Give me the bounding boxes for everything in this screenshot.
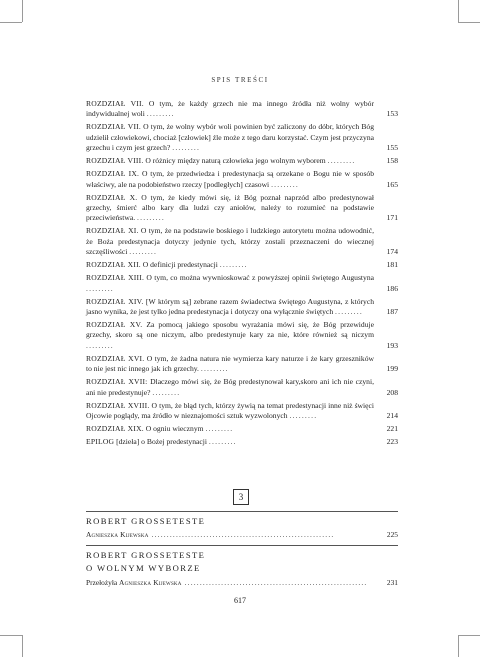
toc-entry — [86, 193, 398, 224]
toc-entry-text — [86, 320, 380, 351]
translator-prefix: Przełożyła — [86, 578, 120, 587]
toc-entry-text — [86, 169, 380, 190]
page-number: 214 — [386, 411, 398, 421]
toc-entry — [86, 260, 398, 270]
author-name: Agnieszka Kijewska — [86, 530, 149, 539]
page-number: 199 — [386, 364, 398, 374]
crop-mark — [458, 0, 459, 22]
toc-entry-text — [86, 424, 380, 434]
chapter-title: Za pomocą jakiego sposobu wyrażania mówi się, że Bóg przewiduje grzechy, skoro są one niczym, albo predestynuje kary za nie, które również są niczym — [86, 320, 374, 340]
divider — [86, 511, 398, 512]
leader-dots: ......... — [208, 437, 237, 447]
toc-entry-text — [86, 156, 380, 166]
page-number: 155 — [386, 143, 398, 153]
divider — [86, 545, 398, 546]
toc-entry-text — [86, 354, 380, 375]
toc-entry — [86, 401, 398, 422]
crop-mark — [0, 22, 22, 23]
toc-entry — [86, 297, 398, 318]
chapter-label: ROZDZIAŁ X. — [86, 192, 138, 202]
toc-entry — [86, 424, 398, 434]
page-number: 158 — [386, 156, 398, 166]
toc-entry — [86, 354, 398, 375]
section-number-box: 3 — [233, 489, 249, 505]
toc-entry-text — [86, 226, 380, 257]
toc-entry — [86, 437, 398, 447]
leader-dots: ......... — [129, 247, 158, 257]
page-number: 165 — [386, 179, 398, 189]
chapter-title: [dzieła] o Bożej predestynacji — [114, 437, 209, 447]
work-author: ROBERT GROSSETESTE — [86, 550, 206, 560]
page-number: 231 — [386, 578, 398, 587]
chapter-title: O tym, że błąd tych, którzy żywią na temat predestynacji inne niż święci Ojcowie poglądy, ma źródło w nieznajomości sztuk wyzwolonych — [86, 400, 375, 421]
leader-dots: ......... — [219, 260, 248, 270]
page-number: 208 — [386, 387, 398, 397]
leader-dots: ......... — [86, 340, 114, 350]
page-number: 186 — [386, 283, 398, 293]
chapter-label: ROZDZIAŁ XII. — [86, 260, 141, 270]
toc-entry — [86, 226, 398, 257]
translator-name: Agnieszka Kijewska — [119, 578, 182, 587]
toc-entry-text — [86, 193, 380, 224]
leader-dots: ............................................................ — [148, 530, 335, 539]
toc-entry — [86, 320, 398, 351]
author-entry — [86, 530, 398, 539]
table-of-contents — [86, 99, 398, 450]
leader-dots: ......... — [271, 179, 299, 189]
leader-dots: ......... — [137, 213, 165, 223]
chapter-title: O tym, że kiedy mówi się, iż Bóg poznał naprzód albo predestynował grzechy, śmierć albo kary dla ludzi czy aniołów, należy to rozumieć na podstawie przeciwieństwa. — [86, 192, 374, 223]
toc-entry-text — [86, 297, 380, 318]
chapter-label: ROZDZIAŁ XVI. — [86, 353, 145, 363]
toc-entry-text — [86, 273, 380, 294]
toc-entry-text — [86, 122, 380, 153]
page-number: 193 — [386, 340, 398, 350]
chapter-title: O tym, że wolny wybór woli powinien być zaliczony do dóbr, których Bóg udzielił człowiekowi, chociaż [człowiek] źle może z tego daru korzystać. Czym jest przyczyna grzechu i czym jest grzech? — [86, 122, 375, 153]
toc-entry — [86, 169, 398, 190]
page-number: 174 — [386, 247, 398, 257]
translator-entry — [86, 578, 398, 587]
chapter-title: O tym, że na podstawie boskiego i ludzkiego autorytetu można udowodnić, że Boża predestynacja dotyczy jedynie tych, którzy zostali przeznaczeni do wiecznej szczęśliwości — [86, 226, 375, 257]
crop-mark — [458, 635, 480, 636]
chapter-title: Dlaczego mówi się, że Bóg predestynował kary,skoro ani ich nie czyni, ani nie predestynuje? — [86, 377, 374, 397]
chapter-title: [W którym są] zebrane razem świadectwa świętego Augustyna, z których jasno wynika, że jest tylko jedna predestynacja i dotyczy ona wyłącznie świętych — [86, 296, 374, 317]
chapter-title: O tym, że przedwiedza i predestynacja są orzekane o Bogu nie w sposób właściwy, ale na podobieństwo rzeczy [podległych] czasowi — [86, 169, 375, 189]
chapter-title: O różnicy między naturą człowieka jego wolnym wyborem — [143, 156, 328, 166]
page-number: 221 — [386, 424, 398, 434]
chapter-label: ROZDZIAŁ VII. — [86, 99, 144, 108]
leader-dots: ......... — [327, 156, 356, 166]
page-number: 187 — [386, 307, 398, 317]
crop-mark — [22, 0, 23, 22]
chapter-label: ROZDZIAŁ VII. — [86, 122, 142, 132]
toc-entry — [86, 122, 398, 153]
chapter-title: O tym, że każdy grzech nie ma innego źródła niż wolny wybór indywidualnej woli — [86, 99, 375, 119]
toc-entry — [86, 99, 398, 120]
leader-dots: ......... — [335, 307, 363, 317]
page-number: 223 — [386, 437, 398, 447]
toc-entry-text — [86, 377, 380, 398]
chapter-title: O tym, co można wywnioskować z powyższej opinii świętego Augustyna — [144, 273, 374, 283]
chapter-label: ROZDZIAŁ VIII. — [86, 156, 144, 166]
chapter-label: ROZDZIAŁ IX. — [86, 169, 140, 179]
toc-entry-text — [86, 401, 380, 422]
toc-entry — [86, 156, 398, 166]
leader-dots: ......... — [146, 109, 175, 119]
toc-entry-text — [86, 437, 380, 447]
chapter-label: EPILOG — [86, 437, 115, 447]
page-number: 153 — [386, 109, 398, 119]
leader-dots: ......... — [200, 364, 229, 374]
leader-dots: ......... — [152, 387, 181, 397]
crop-mark — [458, 22, 480, 23]
chapter-title: O definicji predestynacji — [140, 260, 220, 270]
chapter-label: ROZDZIAŁ XI. — [86, 226, 139, 236]
toc-entry-text — [86, 260, 380, 270]
page-number: 181 — [386, 260, 398, 270]
crop-mark — [0, 635, 22, 636]
chapter-label: ROZDZIAŁ XIV. — [86, 296, 144, 306]
author-heading: ROBERT GROSSETESTE — [86, 516, 206, 526]
chapter-label: ROZDZIAŁ XV. — [86, 320, 143, 330]
page-number: 225 — [386, 530, 398, 539]
chapter-label: ROZDZIAŁ XVII: — [86, 377, 148, 387]
chapter-title: O ogniu wiecznym — [143, 424, 206, 434]
crop-mark — [458, 635, 459, 657]
leader-dots: ............................................................ — [181, 578, 368, 587]
folio: 617 — [234, 596, 246, 605]
chapter-label: ROZDZIAŁ XIII. — [86, 273, 145, 283]
page-number: 171 — [386, 213, 398, 223]
work-title: O WOLNYM WYBORZE — [86, 563, 201, 573]
chapter-label: ROZDZIAŁ XIX. — [86, 424, 144, 434]
chapter-label: ROZDZIAŁ XVIII. — [86, 400, 150, 410]
toc-entry-text — [86, 99, 380, 120]
leader-dots: ......... — [86, 283, 114, 293]
toc-entry — [86, 273, 398, 294]
leader-dots: ......... — [172, 143, 201, 153]
running-head: SPIS TREŚCI — [211, 76, 269, 84]
chapter-title: O tym, że żadna natura nie wymierza kary naturze i że kary grzeszników to nie jest nic innego jak ich grzechy. — [86, 353, 374, 374]
leader-dots: ......... — [205, 424, 234, 434]
toc-entry — [86, 377, 398, 398]
leader-dots: ......... — [289, 411, 318, 421]
crop-mark — [22, 635, 23, 657]
